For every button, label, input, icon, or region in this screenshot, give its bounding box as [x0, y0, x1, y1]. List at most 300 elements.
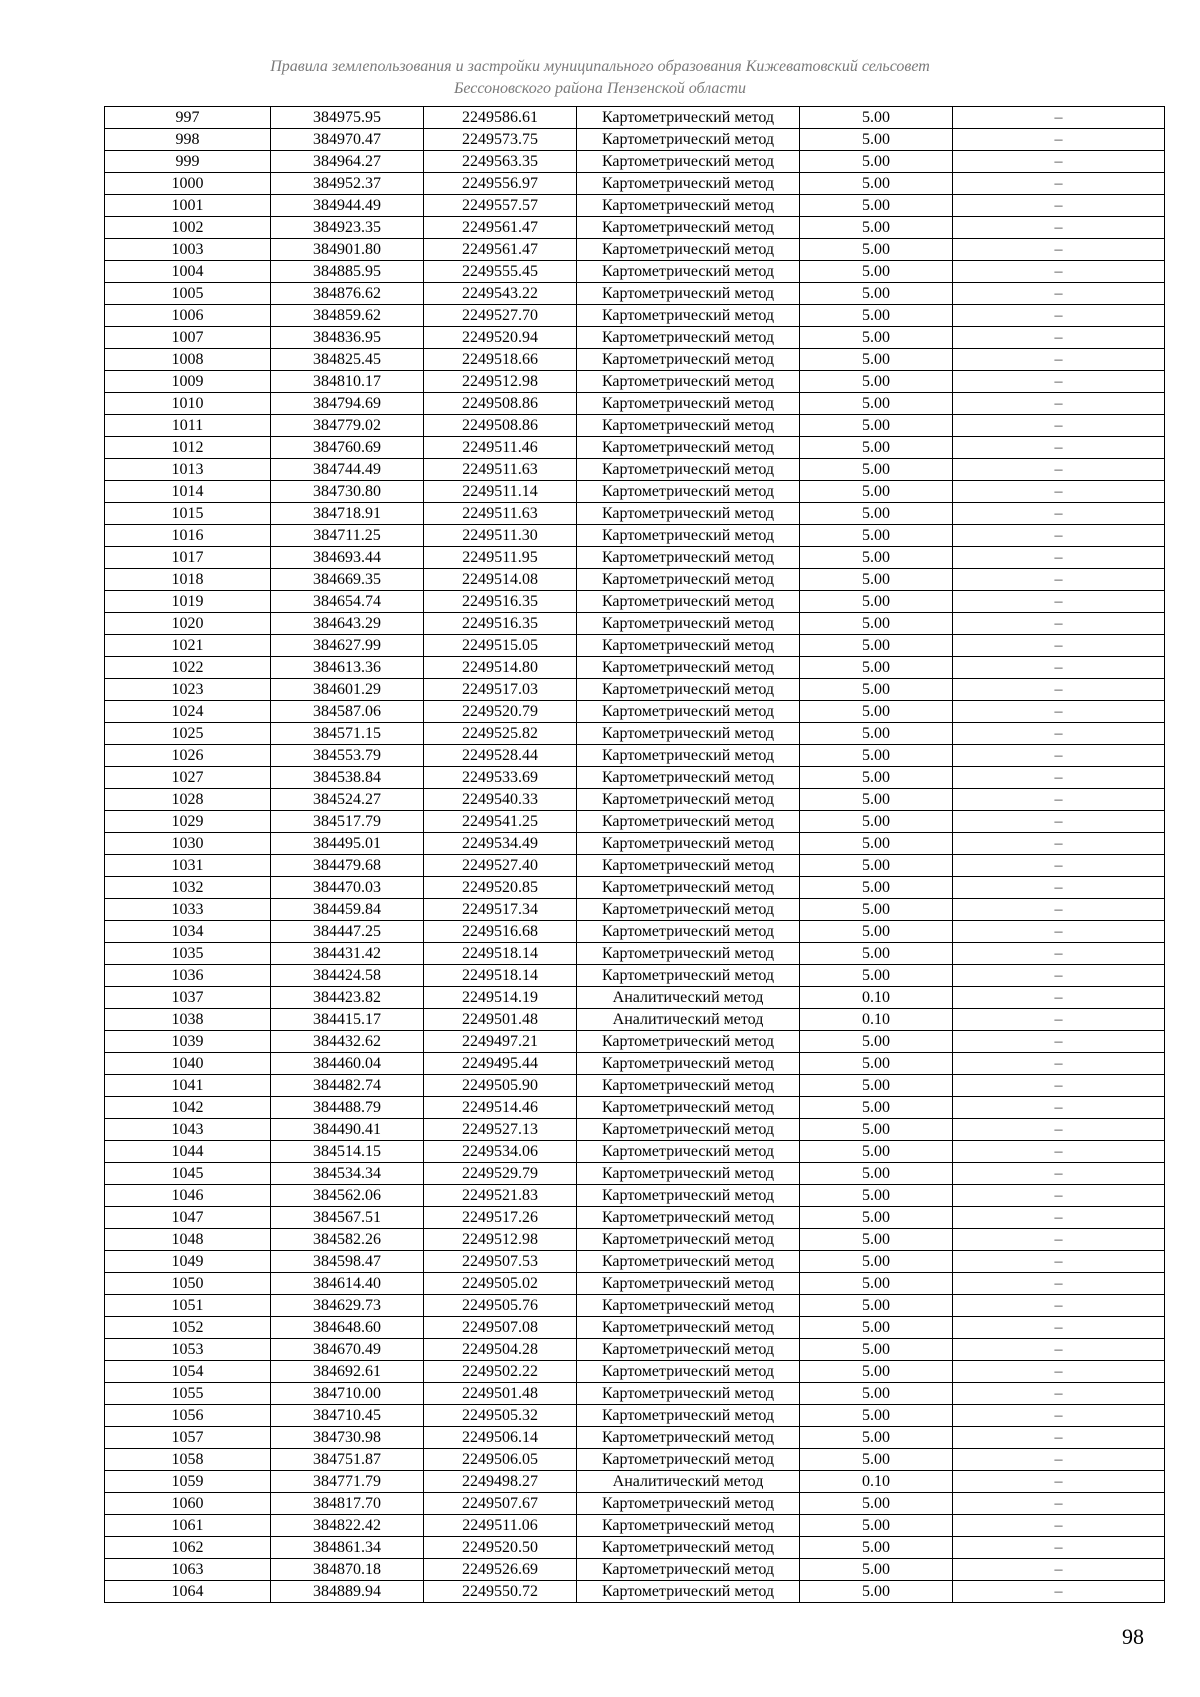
method-cell: Картометрический метод [577, 1427, 800, 1449]
point-number-cell: 1051 [105, 1295, 271, 1317]
table-row [105, 569, 1165, 591]
point-number-cell: 997 [105, 107, 271, 129]
y-coordinate-cell: 2249518.14 [424, 965, 577, 987]
method-cell: Аналитический метод [577, 1471, 800, 1493]
table-row [105, 745, 1165, 767]
note-cell: – [953, 151, 1165, 173]
accuracy-cell: 5.00 [800, 811, 953, 833]
note-cell: – [953, 525, 1165, 547]
x-coordinate-cell: 384598.47 [271, 1251, 424, 1273]
point-number-cell: 1008 [105, 349, 271, 371]
table-row [105, 503, 1165, 525]
point-number-cell: 1004 [105, 261, 271, 283]
accuracy-cell: 5.00 [800, 481, 953, 503]
point-number-cell: 1018 [105, 569, 271, 591]
note-cell: – [953, 261, 1165, 283]
accuracy-cell: 5.00 [800, 525, 953, 547]
accuracy-cell: 5.00 [800, 129, 953, 151]
accuracy-cell: 5.00 [800, 745, 953, 767]
note-cell: – [953, 877, 1165, 899]
method-cell: Картометрический метод [577, 569, 800, 591]
accuracy-cell: 5.00 [800, 371, 953, 393]
table-row [105, 283, 1165, 305]
y-coordinate-cell: 2249514.19 [424, 987, 577, 1009]
x-coordinate-cell: 384495.01 [271, 833, 424, 855]
table-row [105, 811, 1165, 833]
x-coordinate-cell: 384517.79 [271, 811, 424, 833]
point-number-cell: 1064 [105, 1581, 271, 1603]
point-number-cell: 1020 [105, 613, 271, 635]
accuracy-cell: 5.00 [800, 547, 953, 569]
x-coordinate-cell: 384771.79 [271, 1471, 424, 1493]
x-coordinate-cell: 384567.51 [271, 1207, 424, 1229]
x-coordinate-cell: 384490.41 [271, 1119, 424, 1141]
x-coordinate-cell: 384415.17 [271, 1009, 424, 1031]
x-coordinate-cell: 384923.35 [271, 217, 424, 239]
method-cell: Картометрический метод [577, 657, 800, 679]
note-cell: – [953, 371, 1165, 393]
method-cell: Картометрический метод [577, 1449, 800, 1471]
accuracy-cell: 5.00 [800, 1405, 953, 1427]
x-coordinate-cell: 384718.91 [271, 503, 424, 525]
y-coordinate-cell: 2249495.44 [424, 1053, 577, 1075]
note-cell: – [953, 327, 1165, 349]
table-row [105, 173, 1165, 195]
point-number-cell: 1033 [105, 899, 271, 921]
accuracy-cell: 5.00 [800, 1361, 953, 1383]
method-cell: Картометрический метод [577, 1053, 800, 1075]
point-number-cell: 1037 [105, 987, 271, 1009]
y-coordinate-cell: 2249521.83 [424, 1185, 577, 1207]
y-coordinate-cell: 2249518.66 [424, 349, 577, 371]
table-row [105, 1009, 1165, 1031]
x-coordinate-cell: 384944.49 [271, 195, 424, 217]
accuracy-cell: 5.00 [800, 899, 953, 921]
x-coordinate-cell: 384629.73 [271, 1295, 424, 1317]
table-row [105, 525, 1165, 547]
note-cell: – [953, 811, 1165, 833]
point-number-cell: 1063 [105, 1559, 271, 1581]
method-cell: Картометрический метод [577, 1273, 800, 1295]
table-row [105, 129, 1165, 151]
note-cell: – [953, 481, 1165, 503]
accuracy-cell: 5.00 [800, 173, 953, 195]
note-cell: – [953, 1581, 1165, 1603]
y-coordinate-cell: 2249501.48 [424, 1009, 577, 1031]
note-cell: – [953, 1405, 1165, 1427]
note-cell: – [953, 1537, 1165, 1559]
accuracy-cell: 5.00 [800, 261, 953, 283]
x-coordinate-cell: 384825.45 [271, 349, 424, 371]
method-cell: Картометрический метод [577, 525, 800, 547]
accuracy-cell: 5.00 [800, 459, 953, 481]
table-row [105, 833, 1165, 855]
x-coordinate-cell: 384479.68 [271, 855, 424, 877]
note-cell: – [953, 1207, 1165, 1229]
x-coordinate-cell: 384952.37 [271, 173, 424, 195]
point-number-cell: 1000 [105, 173, 271, 195]
note-cell: – [953, 1119, 1165, 1141]
x-coordinate-cell: 384711.25 [271, 525, 424, 547]
note-cell: – [953, 899, 1165, 921]
accuracy-cell: 0.10 [800, 1471, 953, 1493]
note-cell: – [953, 393, 1165, 415]
y-coordinate-cell: 2249517.26 [424, 1207, 577, 1229]
table-row [105, 459, 1165, 481]
method-cell: Картометрический метод [577, 745, 800, 767]
note-cell: – [953, 1229, 1165, 1251]
y-coordinate-cell: 2249505.76 [424, 1295, 577, 1317]
y-coordinate-cell: 2249561.47 [424, 217, 577, 239]
table-row [105, 1581, 1165, 1603]
accuracy-cell: 5.00 [800, 1251, 953, 1273]
accuracy-cell: 5.00 [800, 1185, 953, 1207]
method-cell: Картометрический метод [577, 349, 800, 371]
x-coordinate-cell: 384817.70 [271, 1493, 424, 1515]
method-cell: Картометрический метод [577, 1493, 800, 1515]
point-number-cell: 1043 [105, 1119, 271, 1141]
x-coordinate-cell: 384571.15 [271, 723, 424, 745]
method-cell: Картометрический метод [577, 371, 800, 393]
note-cell: – [953, 1075, 1165, 1097]
y-coordinate-cell: 2249533.69 [424, 767, 577, 789]
accuracy-cell: 5.00 [800, 349, 953, 371]
accuracy-cell: 5.00 [800, 679, 953, 701]
point-number-cell: 1009 [105, 371, 271, 393]
table-row [105, 987, 1165, 1009]
y-coordinate-cell: 2249516.35 [424, 591, 577, 613]
x-coordinate-cell: 384432.62 [271, 1031, 424, 1053]
method-cell: Картометрический метод [577, 129, 800, 151]
x-coordinate-cell: 384431.42 [271, 943, 424, 965]
table-row [105, 1361, 1165, 1383]
y-coordinate-cell: 2249550.72 [424, 1581, 577, 1603]
table-row [105, 1515, 1165, 1537]
y-coordinate-cell: 2249557.57 [424, 195, 577, 217]
x-coordinate-cell: 384524.27 [271, 789, 424, 811]
accuracy-cell: 5.00 [800, 1559, 953, 1581]
method-cell: Картометрический метод [577, 1515, 800, 1537]
method-cell: Картометрический метод [577, 1097, 800, 1119]
table-row [105, 1383, 1165, 1405]
running-header [0, 56, 1200, 100]
note-cell: – [953, 503, 1165, 525]
accuracy-cell: 5.00 [800, 1031, 953, 1053]
y-coordinate-cell: 2249505.02 [424, 1273, 577, 1295]
accuracy-cell: 5.00 [800, 1119, 953, 1141]
header-line-2: Бессоновского района Пензенской области [453, 80, 747, 97]
method-cell: Картометрический метод [577, 635, 800, 657]
table-row [105, 1229, 1165, 1251]
y-coordinate-cell: 2249511.30 [424, 525, 577, 547]
y-coordinate-cell: 2249511.06 [424, 1515, 577, 1537]
accuracy-cell: 5.00 [800, 789, 953, 811]
y-coordinate-cell: 2249540.33 [424, 789, 577, 811]
note-cell: – [953, 569, 1165, 591]
note-cell: – [953, 1493, 1165, 1515]
method-cell: Картометрический метод [577, 855, 800, 877]
method-cell: Картометрический метод [577, 1229, 800, 1251]
note-cell: – [953, 1031, 1165, 1053]
point-number-cell: 1045 [105, 1163, 271, 1185]
note-cell: – [953, 745, 1165, 767]
method-cell: Картометрический метод [577, 217, 800, 239]
x-coordinate-cell: 384553.79 [271, 745, 424, 767]
x-coordinate-cell: 384614.40 [271, 1273, 424, 1295]
accuracy-cell: 5.00 [800, 1273, 953, 1295]
note-cell: – [953, 217, 1165, 239]
y-coordinate-cell: 2249507.08 [424, 1317, 577, 1339]
note-cell: – [953, 987, 1165, 1009]
point-number-cell: 1061 [105, 1515, 271, 1537]
note-cell: – [953, 855, 1165, 877]
accuracy-cell: 5.00 [800, 1383, 953, 1405]
x-coordinate-cell: 384627.99 [271, 635, 424, 657]
note-cell: – [953, 613, 1165, 635]
note-cell: – [953, 283, 1165, 305]
method-cell: Картометрический метод [577, 1141, 800, 1163]
method-cell: Картометрический метод [577, 173, 800, 195]
note-cell: – [953, 1141, 1165, 1163]
method-cell: Картометрический метод [577, 723, 800, 745]
accuracy-cell: 5.00 [800, 833, 953, 855]
table-row [105, 877, 1165, 899]
point-number-cell: 1035 [105, 943, 271, 965]
point-number-cell: 1011 [105, 415, 271, 437]
note-cell: – [953, 547, 1165, 569]
note-cell: – [953, 129, 1165, 151]
table-row [105, 965, 1165, 987]
method-cell: Картометрический метод [577, 767, 800, 789]
accuracy-cell: 5.00 [800, 195, 953, 217]
note-cell: – [953, 1339, 1165, 1361]
x-coordinate-cell: 384964.27 [271, 151, 424, 173]
table-row [105, 1471, 1165, 1493]
y-coordinate-cell: 2249541.25 [424, 811, 577, 833]
x-coordinate-cell: 384859.62 [271, 305, 424, 327]
note-cell: – [953, 1163, 1165, 1185]
accuracy-cell: 5.00 [800, 921, 953, 943]
x-coordinate-cell: 384582.26 [271, 1229, 424, 1251]
method-cell: Картометрический метод [577, 151, 800, 173]
method-cell: Картометрический метод [577, 591, 800, 613]
point-number-cell: 1046 [105, 1185, 271, 1207]
accuracy-cell: 5.00 [800, 723, 953, 745]
note-cell: – [953, 1383, 1165, 1405]
y-coordinate-cell: 2249534.06 [424, 1141, 577, 1163]
point-number-cell: 1002 [105, 217, 271, 239]
method-cell: Картометрический метод [577, 1251, 800, 1273]
y-coordinate-cell: 2249526.69 [424, 1559, 577, 1581]
note-cell: – [953, 679, 1165, 701]
table-row [105, 855, 1165, 877]
y-coordinate-cell: 2249498.27 [424, 1471, 577, 1493]
accuracy-cell: 5.00 [800, 1141, 953, 1163]
y-coordinate-cell: 2249515.05 [424, 635, 577, 657]
accuracy-cell: 5.00 [800, 1097, 953, 1119]
point-number-cell: 1048 [105, 1229, 271, 1251]
method-cell: Картометрический метод [577, 613, 800, 635]
x-coordinate-cell: 384534.34 [271, 1163, 424, 1185]
table-row [105, 1273, 1165, 1295]
accuracy-cell: 5.00 [800, 965, 953, 987]
point-number-cell: 1031 [105, 855, 271, 877]
x-coordinate-cell: 384901.80 [271, 239, 424, 261]
note-cell: – [953, 173, 1165, 195]
accuracy-cell: 5.00 [800, 305, 953, 327]
accuracy-cell: 5.00 [800, 503, 953, 525]
point-number-cell: 1015 [105, 503, 271, 525]
accuracy-cell: 5.00 [800, 437, 953, 459]
method-cell: Картометрический метод [577, 1207, 800, 1229]
point-number-cell: 1038 [105, 1009, 271, 1031]
accuracy-cell: 5.00 [800, 1537, 953, 1559]
table-row [105, 547, 1165, 569]
x-coordinate-cell: 384870.18 [271, 1559, 424, 1581]
point-number-cell: 1058 [105, 1449, 271, 1471]
method-cell: Картометрический метод [577, 503, 800, 525]
method-cell: Аналитический метод [577, 987, 800, 1009]
accuracy-cell: 5.00 [800, 1581, 953, 1603]
method-cell: Картометрический метод [577, 789, 800, 811]
method-cell: Картометрический метод [577, 877, 800, 899]
table-row [105, 327, 1165, 349]
x-coordinate-cell: 384810.17 [271, 371, 424, 393]
y-coordinate-cell: 2249543.22 [424, 283, 577, 305]
table-row [105, 1295, 1165, 1317]
y-coordinate-cell: 2249508.86 [424, 393, 577, 415]
accuracy-cell: 5.00 [800, 1449, 953, 1471]
table-row [105, 921, 1165, 943]
point-number-cell: 1007 [105, 327, 271, 349]
point-number-cell: 1012 [105, 437, 271, 459]
table-row [105, 305, 1165, 327]
method-cell: Картометрический метод [577, 701, 800, 723]
y-coordinate-cell: 2249561.47 [424, 239, 577, 261]
method-cell: Картометрический метод [577, 195, 800, 217]
method-cell: Картометрический метод [577, 1075, 800, 1097]
accuracy-cell: 0.10 [800, 1009, 953, 1031]
note-cell: – [953, 767, 1165, 789]
table-row [105, 613, 1165, 635]
note-cell: – [953, 415, 1165, 437]
point-number-cell: 1005 [105, 283, 271, 305]
point-number-cell: 1019 [105, 591, 271, 613]
table-row [105, 239, 1165, 261]
accuracy-cell: 5.00 [800, 635, 953, 657]
table-row [105, 789, 1165, 811]
point-number-cell: 1026 [105, 745, 271, 767]
method-cell: Картометрический метод [577, 1163, 800, 1185]
accuracy-cell: 5.00 [800, 1427, 953, 1449]
point-number-cell: 1050 [105, 1273, 271, 1295]
x-coordinate-cell: 384710.00 [271, 1383, 424, 1405]
coordinates-table-body [105, 107, 1165, 1603]
note-cell: – [953, 1251, 1165, 1273]
table-row [105, 1251, 1165, 1273]
y-coordinate-cell: 2249505.90 [424, 1075, 577, 1097]
point-number-cell: 998 [105, 129, 271, 151]
method-cell: Картометрический метод [577, 305, 800, 327]
table-row [105, 151, 1165, 173]
y-coordinate-cell: 2249563.35 [424, 151, 577, 173]
note-cell: – [953, 921, 1165, 943]
y-coordinate-cell: 2249507.67 [424, 1493, 577, 1515]
method-cell: Картометрический метод [577, 1405, 800, 1427]
method-cell: Картометрический метод [577, 1119, 800, 1141]
note-cell: – [953, 239, 1165, 261]
table-row [105, 679, 1165, 701]
accuracy-cell: 5.00 [800, 239, 953, 261]
point-number-cell: 1053 [105, 1339, 271, 1361]
table-row [105, 1339, 1165, 1361]
y-coordinate-cell: 2249520.85 [424, 877, 577, 899]
x-coordinate-cell: 384889.94 [271, 1581, 424, 1603]
point-number-cell: 1030 [105, 833, 271, 855]
method-cell: Картометрический метод [577, 239, 800, 261]
method-cell: Картометрический метод [577, 965, 800, 987]
header-line-1: Правила землепользования и застройки муниципального образования Кижеватовский сельсовет [270, 58, 930, 75]
table-row [105, 899, 1165, 921]
y-coordinate-cell: 2249573.75 [424, 129, 577, 151]
point-number-cell: 1044 [105, 1141, 271, 1163]
method-cell: Картометрический метод [577, 1559, 800, 1581]
y-coordinate-cell: 2249514.80 [424, 657, 577, 679]
table-row [105, 1075, 1165, 1097]
point-number-cell: 1032 [105, 877, 271, 899]
point-number-cell: 1029 [105, 811, 271, 833]
x-coordinate-cell: 384514.15 [271, 1141, 424, 1163]
point-number-cell: 1024 [105, 701, 271, 723]
note-cell: – [953, 591, 1165, 613]
point-number-cell: 1052 [105, 1317, 271, 1339]
table-row [105, 349, 1165, 371]
x-coordinate-cell: 384643.29 [271, 613, 424, 635]
note-cell: – [953, 1053, 1165, 1075]
x-coordinate-cell: 384613.36 [271, 657, 424, 679]
y-coordinate-cell: 2249516.35 [424, 613, 577, 635]
accuracy-cell: 5.00 [800, 657, 953, 679]
point-number-cell: 1056 [105, 1405, 271, 1427]
table-row [105, 107, 1165, 129]
method-cell: Картометрический метод [577, 679, 800, 701]
x-coordinate-cell: 384692.61 [271, 1361, 424, 1383]
point-number-cell: 1049 [105, 1251, 271, 1273]
point-number-cell: 1001 [105, 195, 271, 217]
point-number-cell: 1034 [105, 921, 271, 943]
x-coordinate-cell: 384669.35 [271, 569, 424, 591]
table-row [105, 481, 1165, 503]
accuracy-cell: 5.00 [800, 1493, 953, 1515]
x-coordinate-cell: 384648.60 [271, 1317, 424, 1339]
accuracy-cell: 5.00 [800, 1339, 953, 1361]
point-number-cell: 1057 [105, 1427, 271, 1449]
x-coordinate-cell: 384424.58 [271, 965, 424, 987]
method-cell: Картометрический метод [577, 261, 800, 283]
method-cell: Картометрический метод [577, 921, 800, 943]
table-row [105, 1405, 1165, 1427]
table-row [105, 1427, 1165, 1449]
table-row [105, 1141, 1165, 1163]
note-cell: – [953, 1471, 1165, 1493]
table-row [105, 1449, 1165, 1471]
point-number-cell: 1042 [105, 1097, 271, 1119]
point-number-cell: 1036 [105, 965, 271, 987]
y-coordinate-cell: 2249508.86 [424, 415, 577, 437]
table-row [105, 591, 1165, 613]
y-coordinate-cell: 2249511.14 [424, 481, 577, 503]
accuracy-cell: 5.00 [800, 1163, 953, 1185]
